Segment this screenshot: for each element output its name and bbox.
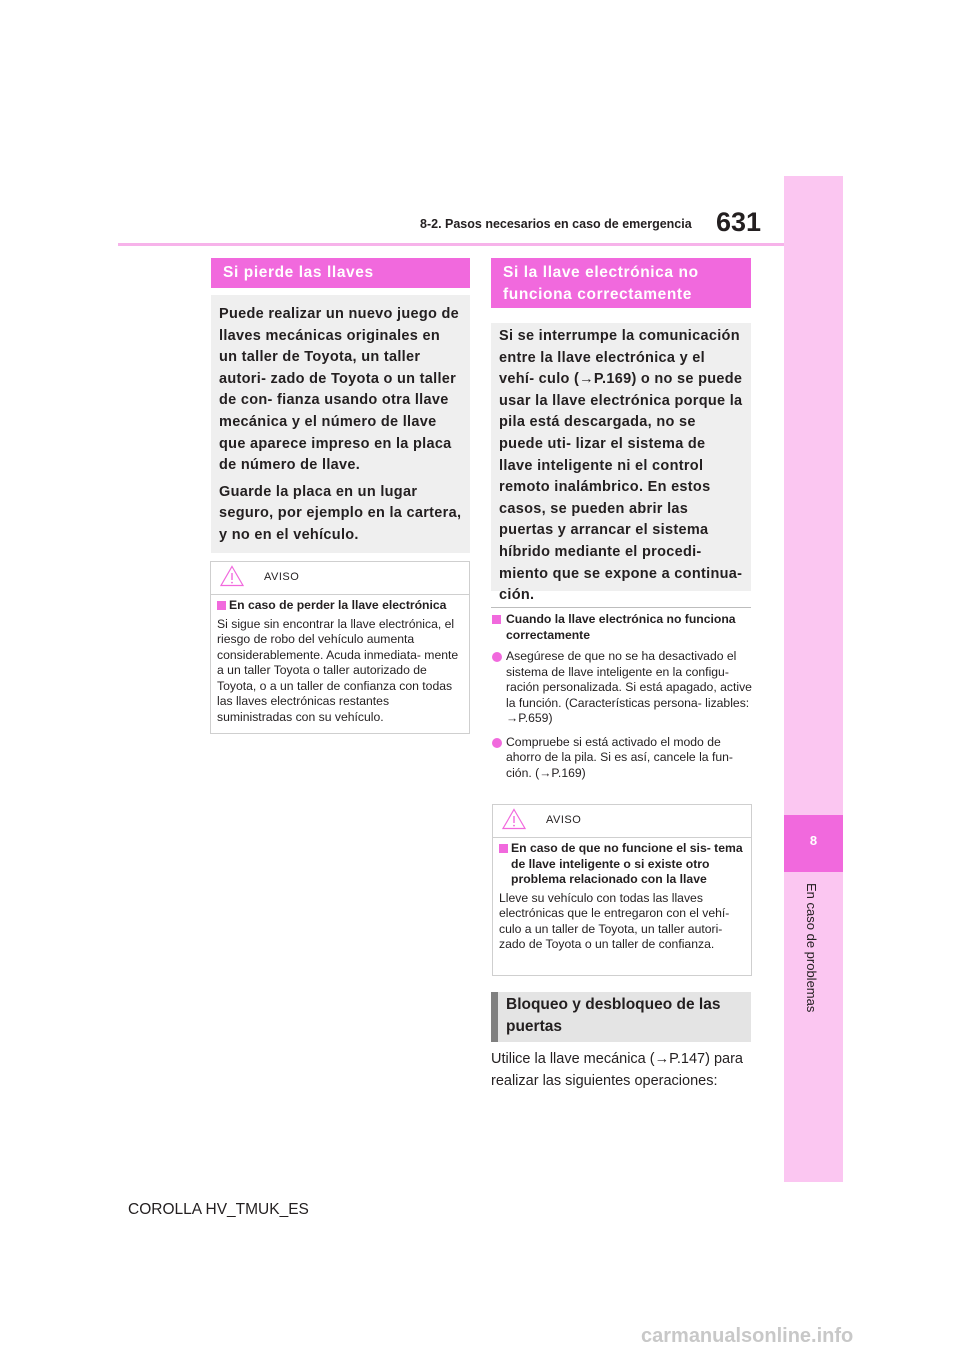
page-number: 631 (716, 207, 762, 237)
lost-keys-intro-box (211, 295, 470, 553)
square-bullet-icon (499, 844, 508, 853)
warning-header (211, 562, 469, 595)
warning-body (493, 838, 751, 953)
chapter-number: 8 (809, 833, 818, 848)
list-item (491, 735, 753, 782)
subsection-divider (491, 607, 751, 608)
key-malfunction-paragraph: Si se interrumpe la comunicación entre la llave electrónica y el vehí- culo (→P.169) o no se puede usar la llave electrónica porque la pila está descargada, no se puede uti- lizar el sistema de llave inteligente ni el control remoto inalámbrico. En estos casos, se pueden abrir las puertas y arrancar el sistema híbrido mediante el procedi- miento que se expone a continua- ción. (499, 328, 743, 604)
lost-keys-title: Si pierde las llaves (211, 258, 470, 288)
watermark: carmanualsonline.info (641, 1325, 854, 1347)
key-malfunction-intro-box (491, 323, 751, 604)
list-item-text: Compruebe si está activado el modo de ahorro de la pila. Si es así, cancele la fun- ción. (→P.169) (506, 734, 733, 780)
lost-key-warning-box (210, 561, 470, 734)
warning-label: AVISO (264, 571, 300, 583)
key-malfunction-title: Si la llave electrónica no funciona correctamente (491, 258, 751, 308)
warning-heading: En caso de que no funcione el sis- tema de llave inteligente o si existe otro problema relacionado con la llave (499, 841, 745, 888)
warning-heading: En caso de perder la llave electrónica (217, 598, 463, 614)
model-code: COROLLA HV_TMUK_ES (128, 1201, 309, 1218)
warning-text: Lleve su vehículo con todas las llaves electrónicas que le entregaron con el vehí- culo a un taller de Toyota, un taller autori- zado de Toyota o un taller de confianza. (499, 890, 730, 951)
list-item (491, 649, 753, 727)
door-lock-instructions: Utilice la llave mecánica (→P.147) para realizar las siguientes operaciones: (491, 1051, 743, 1089)
chapter-side-strip (784, 176, 843, 1182)
list-item-text: Asegúrese de que no se ha desactivado el sistema de llave inteligente en la configu- ración personalizada. Si está apagado, active la función. (Características persona- lizables: →P.659) (506, 649, 752, 725)
section-title: 8-2. Pasos necesarios en caso de emergencia (420, 217, 692, 231)
warning-text: Si sigue sin encontrar la llave electrónica, el riesgo de robo del vehículo aumenta considerablemente. Acuda inmediata- mente a un taller Toyota o taller autorizado de Toyota, o a un taller de confianza con todas las llaves electrónicas restantes suministradas con su vehículo. (217, 616, 459, 724)
key-malfunction-list (491, 612, 753, 789)
warning-triangle-icon (502, 808, 526, 830)
circle-bullet-icon (492, 738, 502, 748)
warning-header (493, 805, 751, 838)
smart-key-warning-box (492, 804, 752, 976)
door-lock-section-title: Bloqueo y desbloqueo de las puertas (491, 992, 751, 1042)
circle-bullet-icon (492, 652, 502, 662)
square-bullet-icon (217, 601, 226, 610)
header-divider (118, 243, 843, 246)
warning-body (211, 595, 469, 725)
warning-label: AVISO (546, 814, 582, 826)
lost-keys-paragraph-2: Guarde la placa en un lugar seguro, por ejemplo en la cartera, y no en el vehículo. (219, 483, 462, 543)
chapter-label: En caso de problemas (804, 883, 819, 1013)
warning-triangle-icon (220, 565, 244, 587)
subheading-text: Cuando la llave electrónica no funciona correctamente (506, 612, 736, 642)
lost-keys-paragraph-1: Puede realizar un nuevo juego de llaves mecánicas originales en un taller de Toyota, un taller autori- zado de Toyota o un taller de con- fianza usando otra llave mecánica y el número de llave que aparece impreso en la placa de número de llave. (219, 306, 460, 474)
square-bullet-icon (492, 615, 501, 624)
subheading-item (491, 612, 753, 643)
